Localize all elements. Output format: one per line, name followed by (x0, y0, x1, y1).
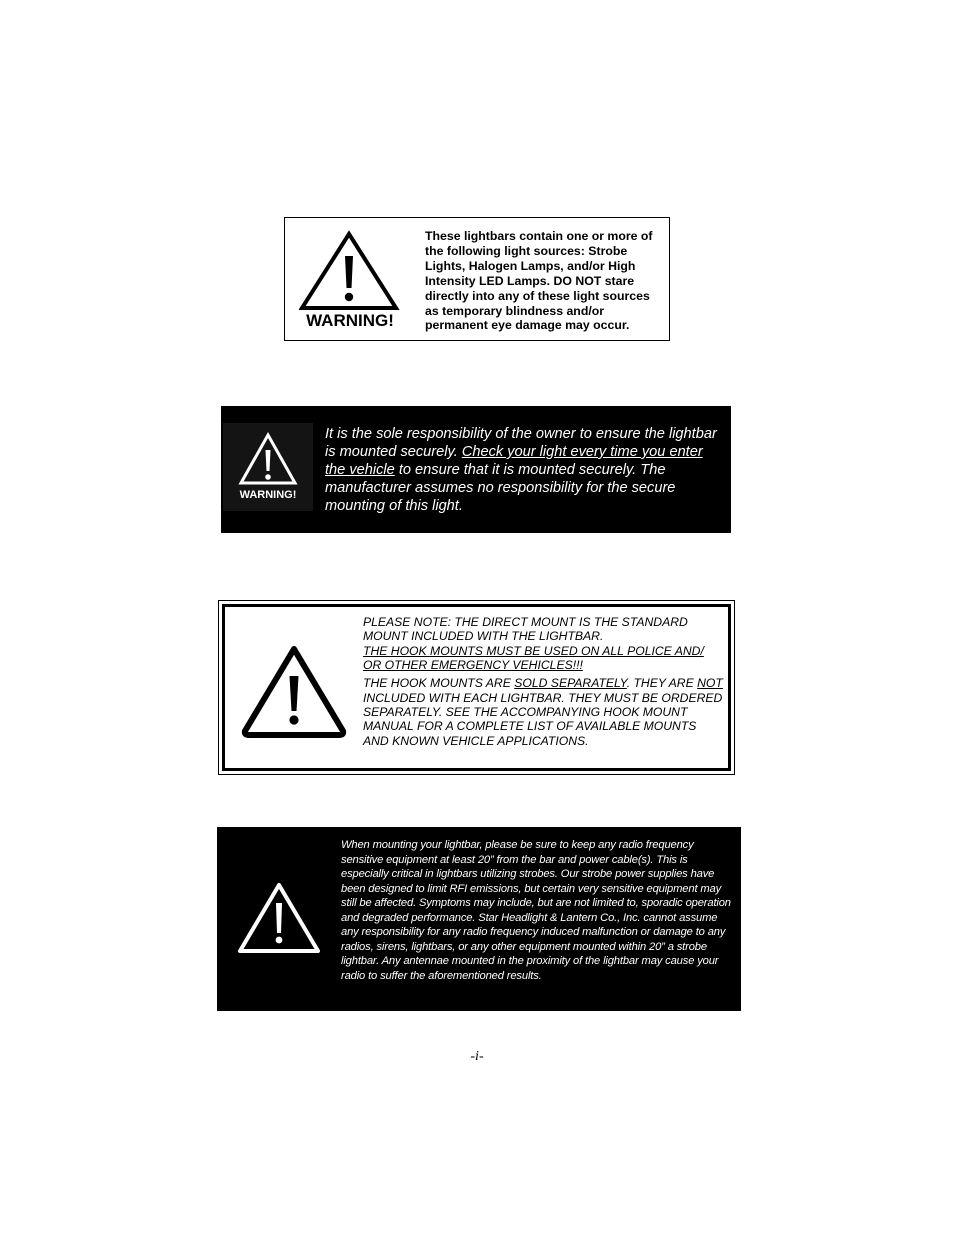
hook-mount-requirement: THE HOOK MOUNTS MUST BE USED ON ALL POLICE AND/ OR OTHER EMERGENCY VEHICLES!!! (363, 643, 704, 673)
page-number: -i- (470, 1049, 484, 1064)
warning-triangle-icon (223, 423, 313, 511)
warning-icon-panel (223, 423, 313, 511)
light-source-warning-box (284, 217, 670, 341)
warning-triangle-icon (299, 230, 409, 330)
warning-triangle-icon (236, 881, 322, 957)
warning-triangle-icon (239, 641, 349, 743)
mounting-warning-text: It is the sole responsibility of the owner to ensure the lightbar is mounted securely. Check your light every time you enter the vehicle to ensure that it is mounted securely. The manufacturer assumes no responsibility for the secure mounting of this light. (325, 426, 717, 514)
check-light-underlined: Check your light every time you enter the vehicle (325, 444, 703, 478)
rfi-notice-box (217, 827, 741, 1011)
warning-label: WARNING! (306, 311, 394, 330)
rfi-text: When mounting your lightbar, please be sure to keep any radio frequency sensitive equipment at least 20” from the bar and power cable(s). This is especially critical in lightbars utilizing strobes. Our strobe power supplies have been designed to limit RFI emissions, but certain very sensitive equipment may still be affected. Symptoms may include, but are not limited to, sporadic operation and degraded performance. Star Headlight & Lantern Co., Inc. cannot assume any responsibility for any radio frequency induced malfunction or damage to any radios, sirens, lightbars, or any other equipment mounted within 20” a strobe lightbar. Any antennae mounted in the proximity of the lightbar may cause your radio to suffer the aforementioned results. (341, 839, 731, 982)
mounting-warning-box (221, 406, 731, 533)
hook-mount-notice-box (218, 600, 735, 775)
notice-inner-frame (222, 604, 731, 771)
notice-text: PLEASE NOTE: THE DIRECT MOUNT IS THE STANDARD MOUNT INCLUDED WITH THE LIGHTBAR. THE HOOK MOUNTS MUST BE USED ON ALL POLICE AND/ OR OTHER EMERGENCY VEHICLES!!! THE HOOK MOUNTS ARE SOLD SEPARATELY. THEY ARE NOT INCLUDED WITH EACH LIGHTBAR. THEY MUST BE ORDERED SEPARATELY. SEE THE ACCOMPANYING HOOK MOUNT MANUAL FOR A COMPLETE LIST OF AVAILABLE MOUNTS AND KNOWN VEHICLE APPLICATIONS. (363, 615, 723, 748)
warning-text: These lightbars contain one or more of the following light sources: Strobe Lights, Halogen Lamps, and/or High Intensity LED Lamps. DO NOT stare directly into any of these light sources as temporary blindness and/or permanent eye damage may occur. (425, 229, 653, 333)
warning-label: WARNING! (239, 489, 297, 501)
